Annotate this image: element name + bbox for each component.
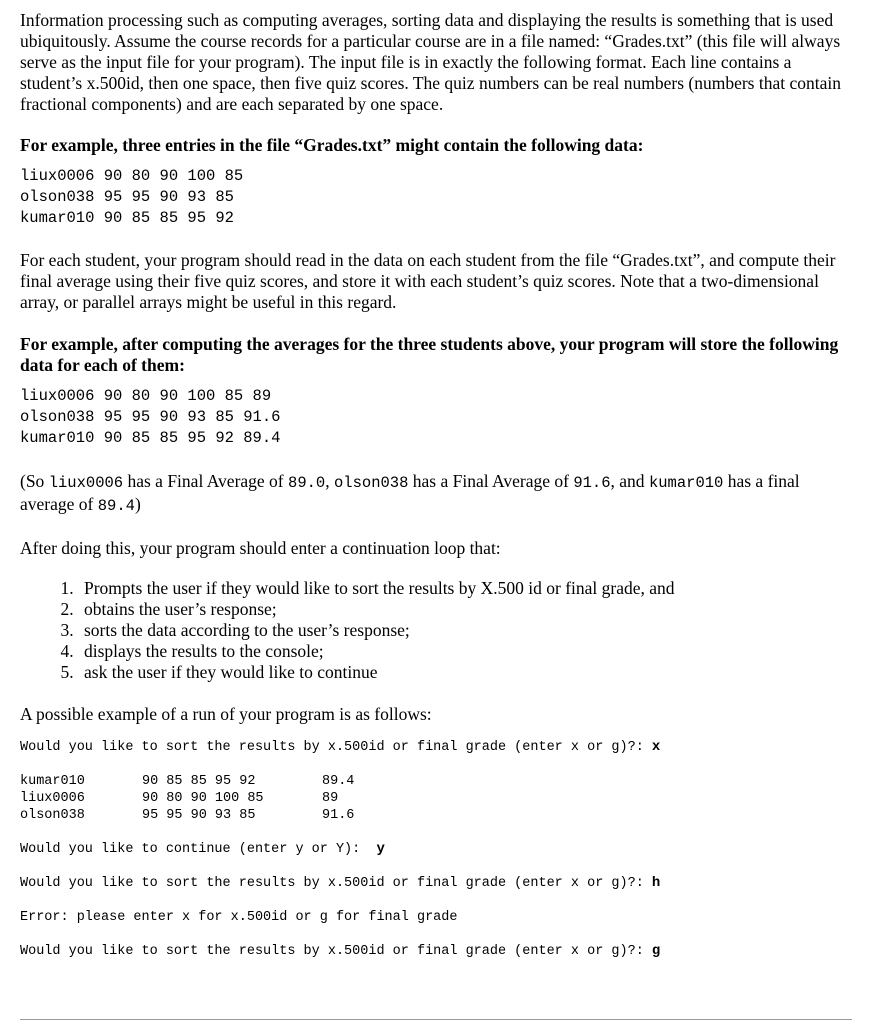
data-line: olson038 95 95 90 93 85 bbox=[20, 188, 234, 206]
intro-paragraph: Information processing such as computing averages, sorting data and displaying the results is something that is used ubiquitously. Assume the course records for a particular course are in a file named: “Grades.txt” (this file will always serve as the input file for your program). The input file is in exactly the following format. Each line contains a student’s x.500id, then one space, then five quiz scores. The quiz numbers can be real numbers (numbers that contain fractional components) and are each separated by one space. bbox=[20, 10, 841, 114]
loop-intro: After doing this, your program should enter a continuation loop that: bbox=[20, 538, 501, 558]
console-prompt: Would you like to sort the results by x.500id or final grade (enter x or g)?: h bbox=[20, 875, 661, 891]
final-average: 89 bbox=[322, 791, 339, 806]
averages-summary: (So liux0006 has a Final Average of 89.0, olson038 has a Final Average of 91.6, and kumar010 has a final average of 89.4) bbox=[20, 471, 800, 515]
quiz-scores: 90 85 85 95 92 bbox=[142, 774, 256, 789]
data-line: kumar010 90 85 85 95 92 89.4 bbox=[20, 429, 281, 447]
data-line: liux0006 90 80 90 100 85 bbox=[20, 167, 244, 185]
results-table bbox=[20, 773, 852, 824]
data-line: liux0006 90 80 90 100 85 89 bbox=[20, 387, 272, 405]
instructions-paragraph: For each student, your program should read in the data on each student from the file “Grades.txt”, and compute their final average using their five quiz scores, and store it with each student’s quiz scores. Note that a two-dimensional array, or parallel arrays might be useful in this regard. bbox=[20, 250, 836, 312]
data-line: olson038 95 95 90 93 85 91.6 bbox=[20, 408, 281, 426]
loop-steps-list bbox=[20, 578, 852, 683]
console-prompt: Would you like to continue (enter y or Y): y bbox=[20, 841, 385, 857]
example1-heading: For example, three entries in the file “Grades.txt” might contain the following data: bbox=[20, 135, 644, 155]
student-id: liux0006 bbox=[20, 791, 85, 806]
console-prompt: Would you like to sort the results by x.500id or final grade (enter x or g)?: x bbox=[20, 739, 661, 755]
list-item: 2. obtains the user’s response; bbox=[78, 599, 852, 620]
list-item: 1. Prompts the user if they would like to sort the results by X.500 id or final grade, and bbox=[78, 578, 852, 599]
example1-data bbox=[20, 166, 852, 229]
quiz-scores: 90 80 90 100 85 bbox=[142, 791, 264, 806]
run-intro: A possible example of a run of your program is as follows: bbox=[20, 704, 432, 724]
student-id: kumar010 bbox=[20, 774, 85, 789]
example2-heading: For example, after computing the averages for the three students above, your program will store the following data for each of them: bbox=[20, 334, 839, 375]
divider bbox=[20, 1019, 852, 1020]
list-item: 3. sorts the data according to the user’s response; bbox=[78, 620, 852, 641]
data-line: kumar010 90 85 85 95 92 bbox=[20, 209, 234, 227]
quiz-scores: 95 95 90 93 85 bbox=[142, 808, 256, 823]
final-average: 89.4 bbox=[322, 774, 355, 789]
example2-data bbox=[20, 386, 852, 449]
student-id: olson038 bbox=[20, 808, 85, 823]
list-item: 5. ask the user if they would like to continue bbox=[78, 662, 852, 683]
console-prompt: Would you like to sort the results by x.500id or final grade (enter x or g)?: g bbox=[20, 943, 661, 959]
list-item: 4. displays the results to the console; bbox=[78, 641, 852, 662]
console-error: Error: please enter x for x.500id or g for final grade bbox=[20, 910, 458, 925]
console-output bbox=[20, 739, 852, 960]
final-average: 91.6 bbox=[322, 808, 355, 823]
